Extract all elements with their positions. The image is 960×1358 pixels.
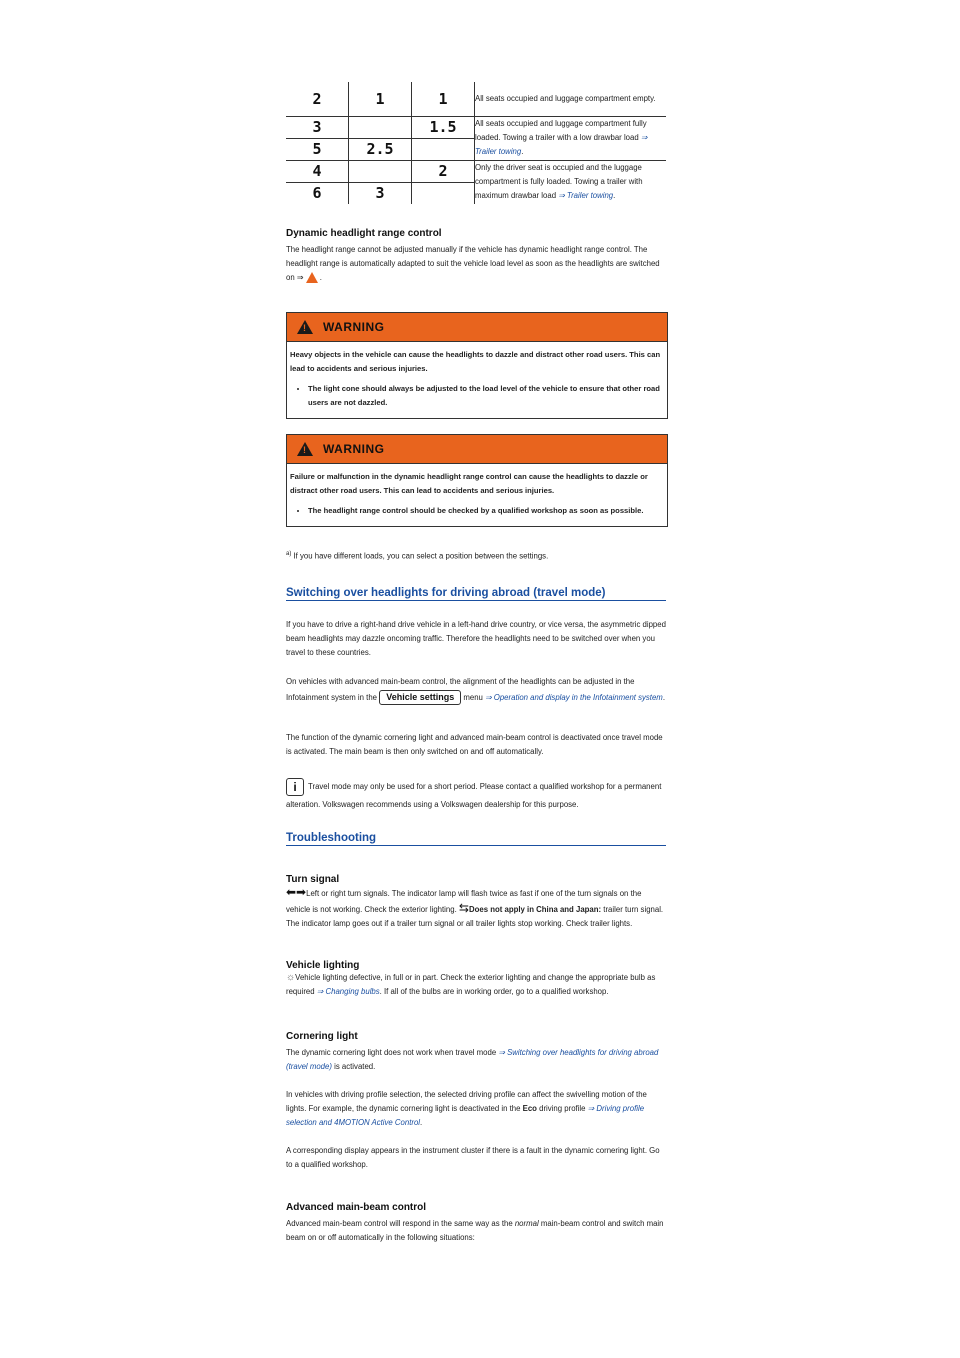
table-cell: 3: [349, 182, 412, 204]
warning-box: [286, 312, 668, 419]
warning-icon: !: [297, 442, 313, 456]
eco-label: Eco: [522, 1104, 537, 1113]
warning-label: WARNING: [323, 320, 385, 334]
subsection-heading: Turn signal: [286, 874, 340, 885]
table-cell: 1: [412, 82, 475, 116]
desc-text: All seats occupied and luggage compartment fully loaded. Towing a trailer with a low drawbar load: [475, 119, 647, 142]
load-table: [286, 82, 666, 204]
dynamic-section: [286, 228, 666, 285]
changing-bulbs-link[interactable]: ⇒ Changing bulbs: [316, 987, 380, 996]
table-cell: [349, 116, 412, 138]
table-cell: [412, 182, 475, 204]
warning-text: Failure or malfunction in the dynamic headlight range control can cause the headlights to dazzle or distract other road users. This can lead to accidents and serious injuries.: [290, 472, 648, 495]
info-icon: i: [286, 778, 304, 796]
paragraph-text: In vehicles with driving profile selection, the selected driving profile can affect the swivelling motion of the lights. For example, the dynamic cornering light is deactivated in the: [286, 1090, 647, 1113]
table-desc: [475, 160, 667, 204]
paragraph: [286, 778, 666, 814]
warning-bullet: • The light cone should always be adjusted to the load level of the vehicle to ensure that other road users are not dazzled.: [308, 382, 661, 410]
paragraph: [286, 674, 666, 706]
paragraph-text: main-beam control and switch main beam on or off automatically in the following situations:: [286, 1219, 664, 1242]
subsection-heading: Cornering light: [286, 1031, 358, 1042]
desc-tail: .: [613, 191, 616, 201]
travel-mode-link[interactable]: ⇒ Switching over headlights for driving abroad (travel mode): [286, 1048, 659, 1071]
warning-list: [290, 382, 661, 410]
warning-bullet: • The headlight range control should be checked by a qualified workshop as soon as possible.: [308, 504, 661, 518]
travel-mode-heading: Switching over headlights for driving abroad (travel mode): [286, 587, 666, 601]
paragraph-tail: .: [662, 693, 665, 702]
table-desc: [475, 82, 667, 116]
travel-p2: [286, 674, 666, 706]
warning-header: [287, 435, 667, 464]
footnote-text: If you have different loads, you can select a position between the settings.: [293, 551, 549, 561]
travel-p1: [286, 618, 666, 660]
paragraph: The function of the dynamic cornering light and advanced main-beam control is deactivated once travel mode is activated. The main beam is then only switched on and off automatically.: [286, 733, 663, 756]
advanced-main-beam-section: [286, 1202, 666, 1245]
footnote-mark: a): [286, 551, 292, 557]
warning-label: WARNING: [323, 442, 385, 456]
paragraph-text: driving profile: [539, 1104, 586, 1113]
paragraph: [286, 971, 666, 999]
paragraph-text: . If all of the bulbs are in working order, go to a qualified workshop.: [379, 987, 609, 996]
paragraph-tail: .: [420, 1118, 423, 1127]
table-cell: 1: [349, 82, 412, 116]
paragraph-text: menu: [463, 693, 483, 702]
section-heading: Dynamic headlight range control: [286, 228, 442, 239]
table-row: [286, 82, 666, 116]
paragraph-text: On vehicles with advanced main-beam control, the alignment of the headlights can be adjusted in the Infotainment system in the: [286, 677, 635, 702]
warning-text: Heavy objects in the vehicle can cause the headlights to dazzle and distract other road users. This can lead to accidents and serious injuries.: [290, 350, 661, 373]
table-cell: [412, 138, 475, 160]
turn-signal-section: [286, 874, 666, 931]
warning-list: [290, 504, 661, 518]
table-row: [286, 116, 666, 138]
paragraph-bold: Does not apply in China and Japan:: [468, 905, 602, 914]
paragraph: [286, 1088, 666, 1130]
subsection-heading: Vehicle lighting: [286, 960, 360, 971]
table-cell: [349, 160, 412, 182]
vehicle-settings-button[interactable]: Vehicle settings: [379, 690, 461, 705]
paragraph: [286, 885, 666, 931]
paragraph-text: The dynamic cornering light does not work when travel mode: [286, 1048, 497, 1057]
paragraph-text: trailer turn signal. The indicator lamp goes out if a trailer turn signal or all trailer lights stop working. Check trailer lights.: [286, 905, 664, 928]
desc-text: All seats occupied and luggage compartment empty.: [475, 93, 656, 103]
paragraph: [286, 1217, 666, 1245]
turn-signal-icon: ⬅➡: [286, 885, 307, 899]
desc-text: Only the driver seat is occupied and the luggage compartment is fully loaded. Towing a trailer with maximum drawbar load: [475, 163, 643, 201]
warning-body: [287, 342, 667, 418]
table-cell: 3: [286, 116, 349, 138]
driving-profile-link[interactable]: ⇒ Driving profile selection and 4MOTION Active Control: [286, 1104, 645, 1127]
table-cell: 2.5: [349, 138, 412, 160]
table-cell: 2: [286, 82, 349, 116]
paragraph-text: Advanced main-beam control will respond in the same way as the: [286, 1219, 513, 1228]
warning-icon: !: [297, 320, 313, 334]
paragraph: If you have to drive a right-hand drive vehicle in a left-hand drive country, or vice versa, the asymmetric dipped beam headlights may dazzle oncoming traffic. Therefore the headlights need to be switched over when you travel to these countries.: [286, 620, 666, 657]
infotainment-link[interactable]: ⇒ Operation and display in the Infotainment system: [485, 693, 663, 702]
trailer-towing-link[interactable]: ⇒ Trailer towing: [558, 191, 614, 201]
travel-note: [286, 778, 666, 814]
warning-header: [287, 313, 667, 342]
bulb-icon: ☼: [286, 972, 296, 983]
paragraph-text: Left or right turn signals. The indicator lamp will flash twice as fast if one of the turn signals on the vehicle is not working. Check the exterior lighting.: [286, 889, 642, 914]
warning-icon[interactable]: [306, 272, 318, 283]
subsection-heading: Advanced main-beam control: [286, 1202, 427, 1213]
table-cell: 5: [286, 138, 349, 160]
desc-tail: .: [521, 147, 524, 156]
trailer-towing-link[interactable]: ⇒ Trailer towing: [475, 133, 648, 156]
table-cell: 4: [286, 160, 349, 182]
troubleshooting-heading: Troubleshooting: [286, 832, 666, 846]
paragraph-text: is activated.: [334, 1062, 376, 1071]
paragraph: [286, 1046, 666, 1074]
warning-body: [287, 464, 667, 526]
table-cell: 1.5: [412, 116, 475, 138]
travel-p3: [286, 731, 666, 759]
trailer-turn-signal-icon: ⇆: [458, 901, 469, 915]
footnote: [286, 547, 666, 564]
vehicle-lighting-section: [286, 960, 666, 999]
table-cell: 6: [286, 182, 349, 204]
table-desc: [475, 116, 667, 160]
cornering-light-section: [286, 1031, 666, 1172]
paragraph-text: The headlight range cannot be adjusted manually if the vehicle has dynamic headlight range control. The headlight range is automatically adapted to suit the vehicle load level as soon as the headlights are switched on ⇒: [286, 245, 660, 282]
paragraph-text: Vehicle lighting defective, in full or in part. Check the exterior lighting and change the appropriate bulb as required: [286, 973, 656, 996]
warning-box: [286, 434, 668, 527]
paragraph: A corresponding display appears in the instrument cluster if there is a fault in the dynamic cornering light. Go to a qualified workshop.: [286, 1146, 660, 1169]
paragraph-italic: normal: [514, 1219, 539, 1228]
paragraph-tail: .: [319, 273, 322, 282]
table-row: [286, 160, 666, 182]
note-text: Travel mode may only be used for a short period. Please contact a qualified workshop for a permanent alteration. Volkswagen recommends using a Volkswagen dealership for this purpose.: [286, 782, 662, 810]
table-cell: 2: [412, 160, 475, 182]
load-table-container: [286, 82, 666, 204]
paragraph: [286, 243, 666, 285]
